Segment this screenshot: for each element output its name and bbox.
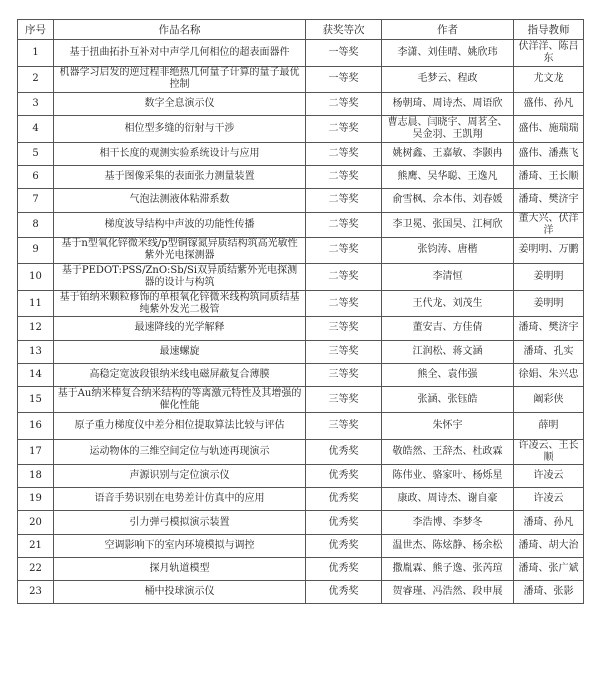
cell-authors: 杨朝琦、周诗杰、周语欣 bbox=[382, 93, 514, 116]
cell-authors: 熊全、袁伟强 bbox=[382, 363, 514, 386]
cell-advisor: 盛伟、施瑞瑞 bbox=[514, 116, 584, 143]
cell-title: 基于图像采集的表面张力测量装置 bbox=[54, 166, 306, 189]
cell-advisor: 盛伟、孙凡 bbox=[514, 93, 584, 116]
cell-level: 二等奖 bbox=[306, 166, 382, 189]
cell-no: 23 bbox=[18, 581, 54, 604]
cell-title: 桶中投球演示仪 bbox=[54, 581, 306, 604]
table-row bbox=[18, 363, 584, 386]
cell-no: 8 bbox=[18, 212, 54, 237]
cell-authors: 熊鹰、吴华聪、王逸凡 bbox=[382, 166, 514, 189]
cell-no: 21 bbox=[18, 534, 54, 557]
cell-level: 优秀奖 bbox=[306, 581, 382, 604]
cell-level: 二等奖 bbox=[306, 93, 382, 116]
header-authors: 作者 bbox=[382, 20, 514, 40]
cell-level: 二等奖 bbox=[306, 237, 382, 264]
table-row bbox=[18, 66, 584, 93]
table-row bbox=[18, 237, 584, 264]
cell-no: 15 bbox=[18, 386, 54, 413]
cell-title: 声源识别与定位演示仪 bbox=[54, 465, 306, 488]
cell-level: 二等奖 bbox=[306, 142, 382, 165]
cell-title: 最速降线的光学解释 bbox=[54, 317, 306, 340]
cell-authors: 朱怀宇 bbox=[382, 413, 514, 440]
cell-level: 三等奖 bbox=[306, 413, 382, 440]
cell-authors: 曹志晨、闫晓宇、周茗全、吴金羽、王凯翔 bbox=[382, 116, 514, 143]
cell-title: 相位型多缝的衍射与干涉 bbox=[54, 116, 306, 143]
cell-level: 三等奖 bbox=[306, 363, 382, 386]
cell-advisor: 潘琦、樊济宇 bbox=[514, 317, 584, 340]
cell-no: 18 bbox=[18, 465, 54, 488]
table-row bbox=[18, 511, 584, 534]
cell-authors: 李清恒 bbox=[382, 264, 514, 291]
cell-level: 二等奖 bbox=[306, 264, 382, 291]
cell-authors: 姚树鑫、王嘉敏、李颢冉 bbox=[382, 142, 514, 165]
header-row bbox=[18, 20, 584, 40]
table-row bbox=[18, 317, 584, 340]
cell-no: 10 bbox=[18, 264, 54, 291]
cell-advisor: 潘琦、胡大治 bbox=[514, 534, 584, 557]
cell-authors: 张钧涛、唐楷 bbox=[382, 237, 514, 264]
cell-level: 二等奖 bbox=[306, 212, 382, 237]
cell-advisor: 潘琦、樊济宇 bbox=[514, 189, 584, 212]
cell-title: 基于扭曲拓扑互补对中声学几何相位的超表面器件 bbox=[54, 40, 306, 67]
cell-no: 4 bbox=[18, 116, 54, 143]
table-row bbox=[18, 40, 584, 67]
cell-title: 基于PEDOT:PSS/ZnO:Sb/Si双异质结紫外光电探测器的设计与构筑 bbox=[54, 264, 306, 291]
cell-no: 3 bbox=[18, 93, 54, 116]
cell-no: 22 bbox=[18, 557, 54, 580]
cell-authors: 王代龙、刘茂生 bbox=[382, 290, 514, 317]
cell-level: 优秀奖 bbox=[306, 511, 382, 534]
table-row bbox=[18, 488, 584, 511]
cell-authors: 张涵、张钰皓 bbox=[382, 386, 514, 413]
cell-no: 16 bbox=[18, 413, 54, 440]
cell-level: 优秀奖 bbox=[306, 488, 382, 511]
cell-authors: 陈伟业、骆家叶、杨烁星 bbox=[382, 465, 514, 488]
table-row bbox=[18, 189, 584, 212]
table-row bbox=[18, 440, 584, 465]
cell-advisor: 董大兴、伏洋洋 bbox=[514, 212, 584, 237]
table-row bbox=[18, 386, 584, 413]
header-title: 作品名称 bbox=[54, 20, 306, 40]
cell-title: 数字全息演示仪 bbox=[54, 93, 306, 116]
table-row bbox=[18, 340, 584, 363]
cell-no: 14 bbox=[18, 363, 54, 386]
cell-title: 高稳定宽波段银纳米线电磁屏蔽复合薄膜 bbox=[54, 363, 306, 386]
table-row bbox=[18, 116, 584, 143]
cell-no: 20 bbox=[18, 511, 54, 534]
cell-no: 17 bbox=[18, 440, 54, 465]
cell-no: 19 bbox=[18, 488, 54, 511]
table-row bbox=[18, 557, 584, 580]
cell-no: 12 bbox=[18, 317, 54, 340]
cell-title: 运动物体的三维空间定位与轨迹再现演示 bbox=[54, 440, 306, 465]
table-row bbox=[18, 212, 584, 237]
cell-advisor: 姜明明 bbox=[514, 290, 584, 317]
cell-no: 7 bbox=[18, 189, 54, 212]
cell-advisor: 许凌云 bbox=[514, 465, 584, 488]
cell-no: 9 bbox=[18, 237, 54, 264]
cell-no: 5 bbox=[18, 142, 54, 165]
cell-title: 机器学习启发的逆过程非绝热几何量子计算的量子最优控制 bbox=[54, 66, 306, 93]
cell-authors: 撒胤霖、熊子逸、张芮瑄 bbox=[382, 557, 514, 580]
cell-no: 11 bbox=[18, 290, 54, 317]
cell-advisor: 潘琦、孙凡 bbox=[514, 511, 584, 534]
cell-level: 三等奖 bbox=[306, 317, 382, 340]
cell-advisor: 潘琦、孔实 bbox=[514, 340, 584, 363]
cell-authors: 敬皓然、王辞杰、杜政霖 bbox=[382, 440, 514, 465]
cell-level: 三等奖 bbox=[306, 386, 382, 413]
cell-no: 6 bbox=[18, 166, 54, 189]
cell-authors: 康政、周诗杰、谢自豪 bbox=[382, 488, 514, 511]
cell-title: 基于铂纳米颗粒修饰的单根氧化锌微米线构筑同质结基纯紫外发光二极管 bbox=[54, 290, 306, 317]
cell-title: 气泡法测液体粘滞系数 bbox=[54, 189, 306, 212]
cell-level: 优秀奖 bbox=[306, 440, 382, 465]
header-no: 序号 bbox=[18, 20, 54, 40]
table-body bbox=[18, 40, 584, 604]
cell-level: 优秀奖 bbox=[306, 534, 382, 557]
cell-level: 优秀奖 bbox=[306, 465, 382, 488]
cell-authors: 李浩博、李梦冬 bbox=[382, 511, 514, 534]
cell-advisor: 潘琦、张影 bbox=[514, 581, 584, 604]
cell-level: 一等奖 bbox=[306, 40, 382, 67]
cell-advisor: 姜明明 bbox=[514, 264, 584, 291]
table-row bbox=[18, 290, 584, 317]
cell-advisor: 许凌云 bbox=[514, 488, 584, 511]
cell-advisor: 潘琦、王长顺 bbox=[514, 166, 584, 189]
cell-title: 引力弹弓模拟演示装置 bbox=[54, 511, 306, 534]
cell-advisor: 尤文龙 bbox=[514, 66, 584, 93]
header-advisor: 指导教师 bbox=[514, 20, 584, 40]
table-row bbox=[18, 93, 584, 116]
cell-authors: 俞雪枫、佘本伟、刘春媛 bbox=[382, 189, 514, 212]
table-row bbox=[18, 413, 584, 440]
cell-title: 语音手势识别在电势差计仿真中的应用 bbox=[54, 488, 306, 511]
cell-authors: 李卫冕、张国昊、江柯欣 bbox=[382, 212, 514, 237]
cell-advisor: 伏洋洋、陈吕东 bbox=[514, 40, 584, 67]
cell-title: 空调影响下的室内环境模拟与调控 bbox=[54, 534, 306, 557]
table-row bbox=[18, 465, 584, 488]
cell-no: 2 bbox=[18, 66, 54, 93]
cell-level: 优秀奖 bbox=[306, 557, 382, 580]
header-level: 获奖等次 bbox=[306, 20, 382, 40]
cell-title: 梯度波导结构中声波的功能性传播 bbox=[54, 212, 306, 237]
table-row bbox=[18, 264, 584, 291]
table-row bbox=[18, 166, 584, 189]
cell-advisor: 潘琦、张广斌 bbox=[514, 557, 584, 580]
cell-advisor: 徐娟、朱兴忠 bbox=[514, 363, 584, 386]
cell-no: 1 bbox=[18, 40, 54, 67]
cell-authors: 李潇、刘佳晴、姚欣玮 bbox=[382, 40, 514, 67]
cell-advisor: 薛明 bbox=[514, 413, 584, 440]
table-row bbox=[18, 142, 584, 165]
cell-title: 最速螺旋 bbox=[54, 340, 306, 363]
cell-title: 原子重力梯度仪中差分相位提取算法比较与评估 bbox=[54, 413, 306, 440]
cell-authors: 温世杰、陈炫静、杨余松 bbox=[382, 534, 514, 557]
cell-title: 基于n型氧化锌微米线/p型铜镓氮异质结构筑高光敏性紫外光电探测器 bbox=[54, 237, 306, 264]
cell-authors: 江润松、蒋文涵 bbox=[382, 340, 514, 363]
cell-title: 基于Au纳米棒复合纳米结构的等离激元特性及其增强的催化性能 bbox=[54, 386, 306, 413]
cell-level: 二等奖 bbox=[306, 116, 382, 143]
table-row bbox=[18, 534, 584, 557]
cell-level: 二等奖 bbox=[306, 189, 382, 212]
cell-authors: 董安吉、方佳倩 bbox=[382, 317, 514, 340]
cell-authors: 毛梦云、程政 bbox=[382, 66, 514, 93]
cell-title: 探月轨道模型 bbox=[54, 557, 306, 580]
cell-advisor: 许凌云、王长顺 bbox=[514, 440, 584, 465]
cell-no: 13 bbox=[18, 340, 54, 363]
table-row bbox=[18, 581, 584, 604]
cell-advisor: 盛伟、潘燕飞 bbox=[514, 142, 584, 165]
cell-level: 一等奖 bbox=[306, 66, 382, 93]
cell-advisor: 姜明明、万鹏 bbox=[514, 237, 584, 264]
awards-table bbox=[17, 19, 584, 604]
cell-level: 三等奖 bbox=[306, 340, 382, 363]
cell-authors: 贺睿瑾、冯浩然、段申展 bbox=[382, 581, 514, 604]
cell-level: 二等奖 bbox=[306, 290, 382, 317]
cell-title: 相干长度的观测实验系统设计与应用 bbox=[54, 142, 306, 165]
cell-advisor: 阚彩侠 bbox=[514, 386, 584, 413]
